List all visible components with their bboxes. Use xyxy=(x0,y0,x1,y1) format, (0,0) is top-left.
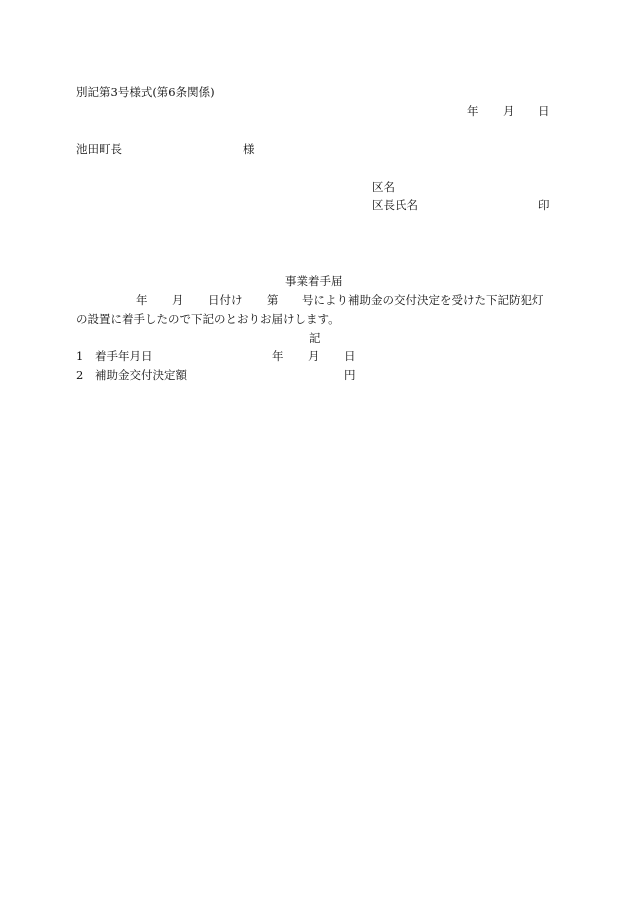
date-month: 月 xyxy=(503,104,515,118)
item-number: 2 xyxy=(76,368,84,382)
body-number-prefix: 第 xyxy=(267,293,279,307)
body-line1-rest: 号により補助金の交付決定を受けた下記防犯灯 xyxy=(302,293,544,307)
document-title: 事業着手届 xyxy=(285,274,343,288)
body-month: 月 xyxy=(172,293,184,307)
district-head-label: 区長氏名 xyxy=(372,198,418,212)
body-year: 年 xyxy=(136,293,148,307)
ki-heading: 記 xyxy=(309,331,321,345)
item-day: 日 xyxy=(344,349,356,363)
item-month: 月 xyxy=(308,349,320,363)
form-number: 別記第3号様式(第6条関係) xyxy=(76,85,215,99)
item-label: 着手年月日 xyxy=(95,349,153,363)
body-line2: の設置に着手したので下記のとおりお届けします。 xyxy=(76,312,340,326)
seal-mark: 印 xyxy=(538,198,550,212)
body-day-suffix: 日付け xyxy=(208,293,243,307)
addressee-name: 池田町長 xyxy=(76,142,122,156)
item-label: 補助金交付決定額 xyxy=(95,368,187,382)
district-label: 区名 xyxy=(372,180,395,194)
item-number: 1 xyxy=(76,349,84,363)
date-day: 日 xyxy=(538,104,550,118)
addressee-honorific: 様 xyxy=(243,142,255,156)
item-year: 年 xyxy=(272,349,284,363)
item-unit: 円 xyxy=(344,368,356,382)
date-year: 年 xyxy=(467,104,479,118)
